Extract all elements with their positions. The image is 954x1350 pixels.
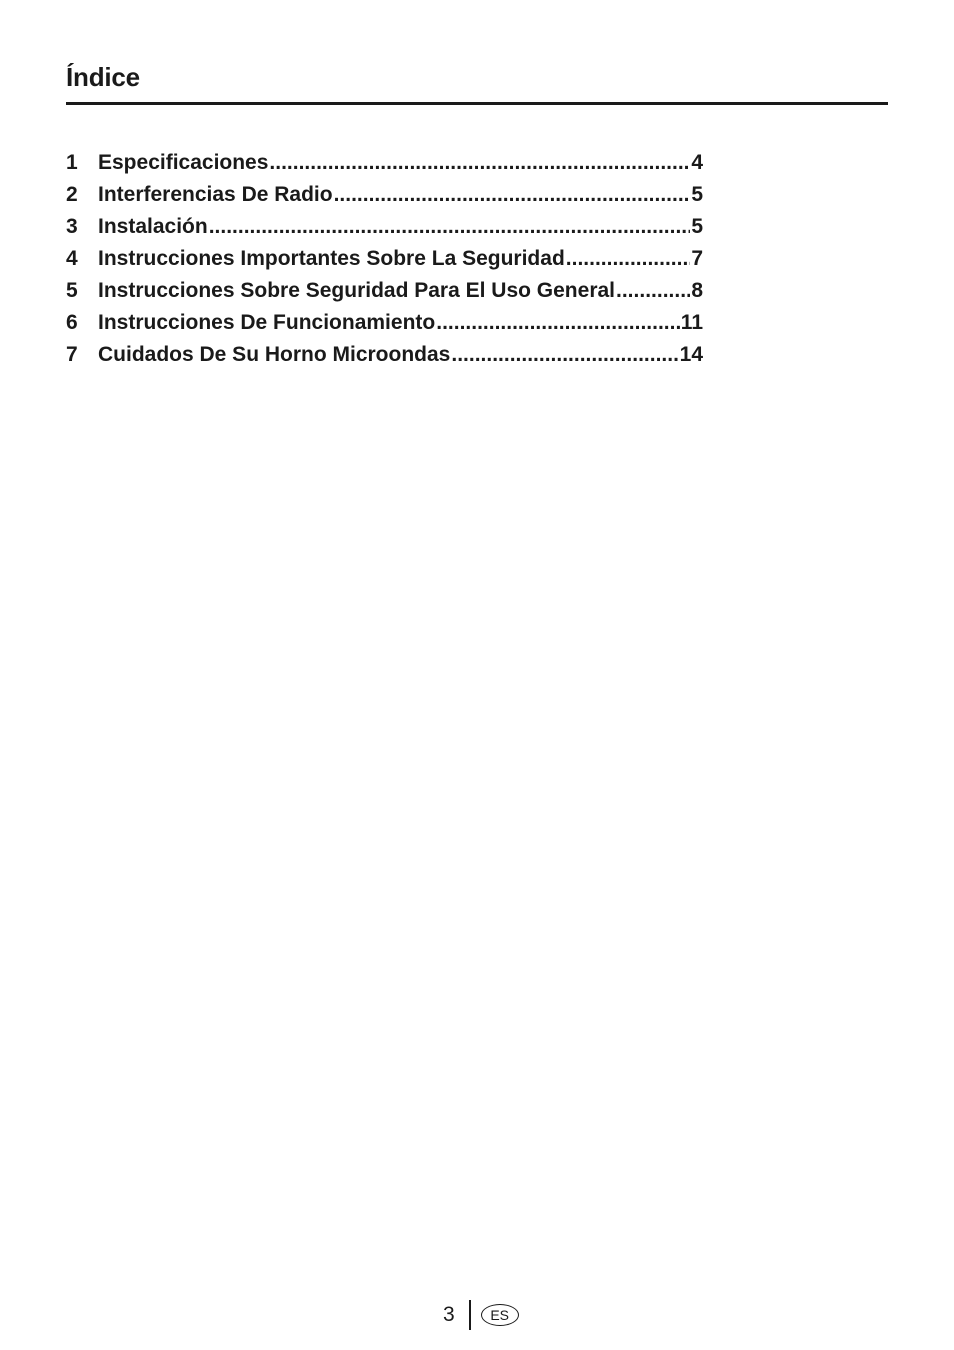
toc-entry-4[interactable] xyxy=(66,247,703,279)
toc-entry-number: 3 xyxy=(66,215,78,238)
toc-leader-dots xyxy=(451,343,678,367)
toc-entry-page: 14 xyxy=(679,343,703,366)
toc-entry-title: Instrucciones Importantes Sobre La Seguridad xyxy=(98,247,565,270)
toc-entry-title: Interferencias De Radio xyxy=(98,183,333,206)
toc-entry-number: 1 xyxy=(66,151,78,174)
toc-leader-dots xyxy=(566,247,691,271)
toc-entry-1[interactable] xyxy=(66,151,703,183)
toc-entry-2[interactable] xyxy=(66,183,703,215)
toc-entry-5[interactable] xyxy=(66,279,703,311)
toc-entry-title: Instalación xyxy=(98,215,208,238)
title-divider xyxy=(66,102,888,105)
toc-entry-page: 11 xyxy=(680,311,703,334)
toc-entry-number: 2 xyxy=(66,183,78,206)
toc-leader-dots xyxy=(616,279,690,303)
toc-entry-number: 6 xyxy=(66,311,78,334)
toc-leader-dots xyxy=(334,183,691,207)
page-number: 3 xyxy=(443,1303,455,1326)
page-footer xyxy=(443,1300,519,1330)
language-badge: ES xyxy=(481,1304,519,1326)
toc-entry-number: 4 xyxy=(66,247,78,270)
toc-entry-3[interactable] xyxy=(66,215,703,247)
toc-entry-title: Especificaciones xyxy=(98,151,269,174)
toc-entry-page: 4 xyxy=(691,151,703,174)
toc-leader-dots xyxy=(269,151,690,175)
footer-divider xyxy=(469,1300,471,1330)
toc-entry-number: 7 xyxy=(66,343,78,366)
toc-entry-page: 5 xyxy=(691,215,703,238)
toc-leader-dots xyxy=(436,311,680,335)
toc-entry-7[interactable] xyxy=(66,343,703,375)
table-of-contents xyxy=(66,151,703,375)
toc-entry-title: Instrucciones De Funcionamiento xyxy=(98,311,436,334)
toc-entry-page: 5 xyxy=(691,183,703,206)
toc-entry-page: 7 xyxy=(691,247,703,270)
page-title: Índice xyxy=(66,62,140,92)
toc-entry-6[interactable] xyxy=(66,311,703,343)
toc-entry-title: Cuidados De Su Horno Microondas xyxy=(98,343,451,366)
toc-entry-page: 8 xyxy=(691,279,703,302)
toc-entry-number: 5 xyxy=(66,279,78,302)
toc-leader-dots xyxy=(209,215,691,239)
toc-entry-title: Instrucciones Sobre Seguridad Para El Uso General xyxy=(98,279,616,302)
